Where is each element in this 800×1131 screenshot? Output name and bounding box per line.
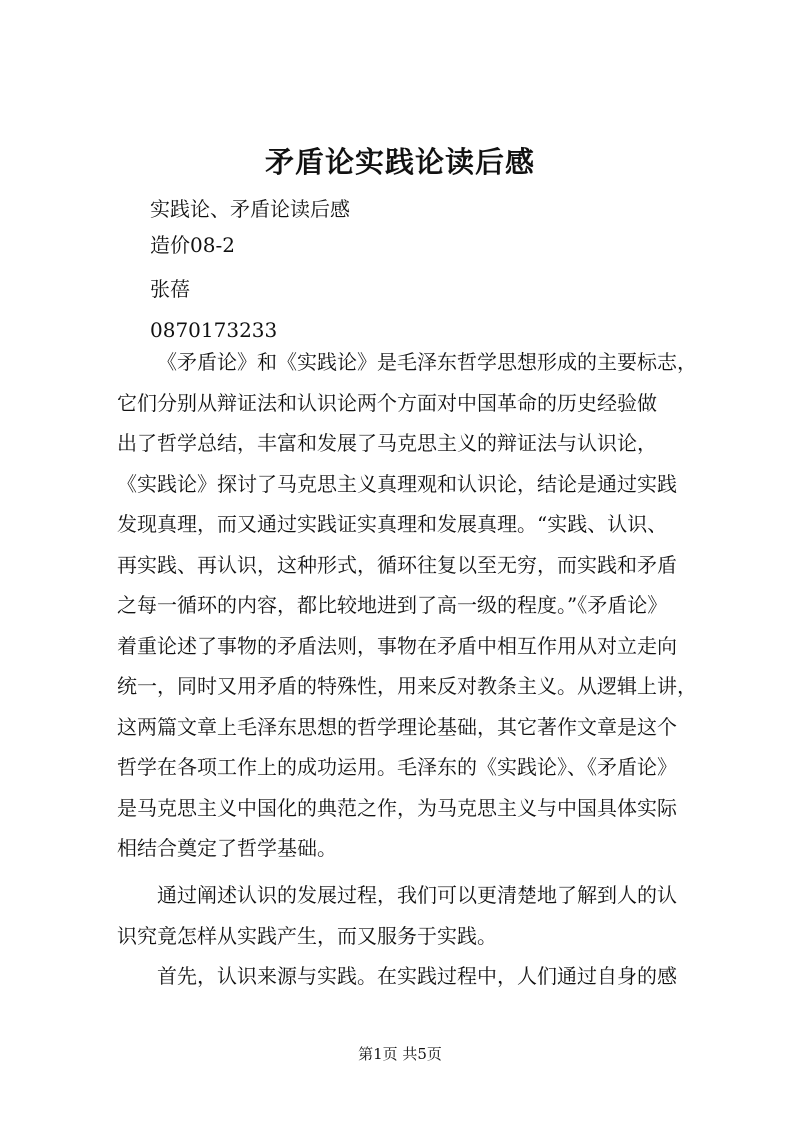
paragraph-line: 再实践、再认识，这种形式，循环往复以至无穷，而实践和矛盾 [117, 552, 677, 577]
document-title: 矛盾论实践论读后感 [264, 145, 535, 179]
paragraph-line: 相结合奠定了哲学基础。 [117, 836, 337, 860]
paragraph-line: 发现真理，而又通过实践证实真理和发展真理。“实践、认识、 [117, 512, 668, 536]
paragraph-line: 《实践论》探讨了马克思主义真理观和认识论，结论是通过实践 [117, 471, 677, 496]
author-name: 张蓓 [150, 277, 190, 301]
paragraph-line: 首先，认识来源与实践。在实践过程中，人们通过自身的感 [157, 964, 677, 988]
paragraph-line: 这两篇文章上毛泽东思想的哲学理论基础，其它著作文章是这个 [117, 714, 677, 739]
paragraph-line: 通过阐述认识的发展过程，我们可以更清楚地了解到人的认 [157, 883, 677, 907]
paragraph-line: 出了哲学总结，丰富和发展了马克思主义的辩证法与认识论， [117, 431, 657, 455]
body-paragraph-1 [117, 342, 712, 869]
paragraph-line: 着重论述了事物的矛盾法则，事物在矛盾中相互作用从对立走向 [117, 633, 677, 658]
student-id: 0870173233 [150, 318, 278, 342]
document-subtitle: 实践论、矛盾论读后感 [150, 197, 350, 221]
paragraph-line: 是马克思主义中国化的典范之作，为马克思主义与中国具体实际 [117, 795, 677, 820]
paragraph-line: 哲学在各项工作上的成功运用。毛泽东的《实践论》、《矛盾论》 [117, 755, 677, 779]
page-footer: 第1页 共5页 [358, 1045, 442, 1063]
class-label: 造价08-2 [150, 233, 235, 257]
paragraph-line: 之每一循环的内容，都比较地进到了高一级的程度。”《矛盾论》 [117, 593, 668, 617]
paragraph-line: 《矛盾论》和《实践论》是毛泽东哲学思想形成的主要标志， [157, 350, 697, 374]
paragraph-line: 它们分别从辩证法和认识论两个方面对中国革命的历史经验做 [117, 390, 657, 415]
body-paragraph-2 [117, 875, 712, 956]
paragraph-line: 识究竟怎样从实践产生，而又服务于实践。 [117, 923, 497, 948]
paragraph-line: 统一，同时又用矛盾的特殊性，用来反对教条主义。从逻辑上讲， [117, 674, 697, 698]
body-paragraph-3 [117, 956, 712, 997]
